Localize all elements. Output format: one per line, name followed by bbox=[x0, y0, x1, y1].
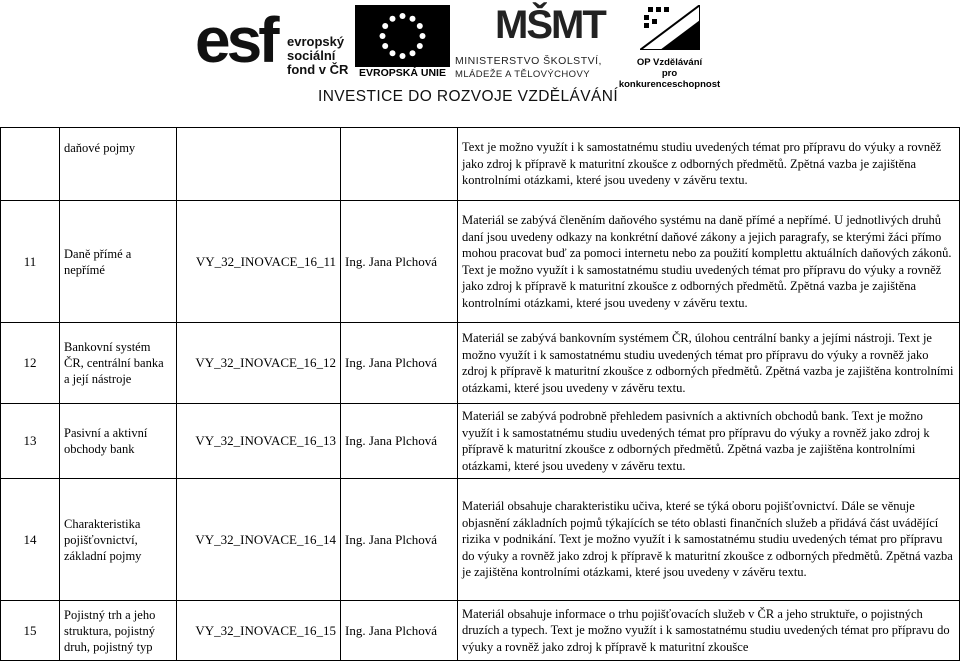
row-number: 14 bbox=[1, 479, 60, 601]
esf-text-line: fond v ČR bbox=[287, 62, 349, 77]
msmt-line1: MINISTERSTVO ŠKOLSTVÍ, bbox=[455, 55, 602, 67]
row-topic: Charakteristika pojišťovnictví, základní pojmy bbox=[60, 479, 177, 601]
row-number bbox=[1, 128, 60, 201]
row-code: VY_32_INOVACE_16_15 bbox=[177, 601, 341, 661]
eu-logo bbox=[355, 5, 450, 80]
op-logo bbox=[612, 5, 727, 90]
msmt-mark: MŠMT bbox=[495, 3, 605, 47]
op-line2: pro konkurenceschopnost bbox=[618, 68, 721, 90]
table-row bbox=[1, 128, 960, 201]
row-topic: Daně přímé a nepřímé bbox=[60, 201, 177, 323]
row-topic: Pojistný trh a jeho struktura, pojistný druh, pojistný typ bbox=[60, 601, 177, 661]
row-author: Ing. Jana Plchová bbox=[341, 479, 458, 601]
row-code: VY_32_INOVACE_16_13 bbox=[177, 404, 341, 479]
row-number: 11 bbox=[1, 201, 60, 323]
table-row bbox=[1, 404, 960, 479]
esf-text bbox=[287, 35, 348, 77]
row-author: Ing. Jana Plchová bbox=[341, 201, 458, 323]
investice-slogan: INVESTICE DO ROZVOJE VZDĚLÁVÁNÍ bbox=[318, 88, 619, 105]
op-line1: OP Vzdělávání bbox=[636, 57, 703, 68]
row-description: Materiál se zabývá podrobně přehledem pasivních a aktivních obchodů bank. Text je možno využít i k samostatnému studiu uvedených témat pro přípravu do výuky a rovněž jako zdroj k přípravě k maturitní zkoušce z odborných předmětů. Zpětná vazba je zajištěna kontrolními otázkami, které jsou uvedeny v závěru textu. bbox=[458, 404, 960, 479]
row-description: Text je možno využít i k samostatnému studiu uvedených témat pro přípravu do výuky a rovněž jako zdroj k přípravě k maturitní zkoušce z odborných předmětů. Zpětná vazba je zajištěna kontrolními otázkami, které jsou uvedeny v závěru textu. bbox=[458, 128, 960, 201]
table-row bbox=[1, 323, 960, 404]
row-author bbox=[341, 128, 458, 201]
row-author: Ing. Jana Plchová bbox=[341, 323, 458, 404]
msmt-logo bbox=[455, 3, 605, 80]
document-header bbox=[0, 0, 960, 125]
row-topic: Pasivní a aktivní obchody bank bbox=[60, 404, 177, 479]
row-description: Materiál se zabývá bankovním systémem ČR, úlohou centrální banky a jejími nástroji. Text je možno využít i k samostatnému studiu uvedených témat pro přípravu do výuky a rovněž jako zdroj k přípravě k maturitní zkoušce z odborných předmětů. Zpětná vazba je zajištěna kontrolními otázkami, které jsou uvedeny v závěru textu. bbox=[458, 323, 960, 404]
eu-label: EVROPSKÁ UNIE bbox=[359, 67, 446, 79]
op-mark-icon bbox=[640, 5, 700, 50]
esf-text-line: evropský bbox=[287, 34, 345, 49]
row-description: Materiál se zabývá členěním daňového systému na daně přímé a nepřímé. U jednotlivých druhů daní jsou uvedeny odkazy na konkrétní daňové zákony a jejich paragrafy, se kterými žáci přímo mohou pracovat buď za pomoci internetu nebo za použití komplettu aktuálních daňových zákonů. Text je možno využít i k samostatnému studiu uvedených témat pro přípravu do výuky a rovněž jako zdroj k přípravě k maturitní zkoušce z odborných předmětů. Zpětná vazba je zajištěna kontrolními otázkami, které jsou uvedeny v závěru textu. bbox=[458, 201, 960, 323]
row-topic: daňové pojmy bbox=[60, 128, 177, 201]
row-code: VY_32_INOVACE_16_11 bbox=[177, 201, 341, 323]
materials-table bbox=[0, 127, 960, 661]
row-code: VY_32_INOVACE_16_12 bbox=[177, 323, 341, 404]
esf-text-line: sociální bbox=[287, 48, 336, 63]
row-number: 15 bbox=[1, 601, 60, 661]
row-code bbox=[177, 128, 341, 201]
table-row bbox=[1, 479, 960, 601]
row-author: Ing. Jana Plchová bbox=[341, 601, 458, 661]
esf-mark: esf bbox=[195, 4, 276, 76]
msmt-line2: MLÁDEŽE A TĚLOVÝCHOVY bbox=[455, 69, 590, 80]
row-number: 12 bbox=[1, 323, 60, 404]
eu-flag-icon bbox=[355, 5, 450, 67]
row-topic: Bankovní systém ČR, centrální banka a její nástroje bbox=[60, 323, 177, 404]
row-number: 13 bbox=[1, 404, 60, 479]
row-description: Materiál obsahuje informace o trhu pojišťovacích služeb v ČR a jeho struktuře, o pojistných druzích a typech. Text je možno využít i k samostatnému studiu uvedených témat pro přípravu do výuky a rovněž jako zdroj k přípravě k maturitní zkoušce bbox=[458, 601, 960, 661]
row-description: Materiál obsahuje charakteristiku učiva, které se týká oboru pojišťovnictví. Dále se věnuje objasnění základních pojmů týkajících se této oblasti finančních služeb a přidává část uvádějící rizika v podnikání. Text je možno využít i k samostatnému studiu uvedených témat pro přípravu do výuky a rovněž jako zdroj k přípravě k maturitní zkoušce z odborných předmětů. Zpětná vazba je zajištěna kontrolními otázkami, které jsou uvedeny v závěru textu. bbox=[458, 479, 960, 601]
table-row bbox=[1, 201, 960, 323]
op-text bbox=[612, 57, 727, 90]
table-row bbox=[1, 601, 960, 661]
row-code: VY_32_INOVACE_16_14 bbox=[177, 479, 341, 601]
row-author: Ing. Jana Plchová bbox=[341, 404, 458, 479]
